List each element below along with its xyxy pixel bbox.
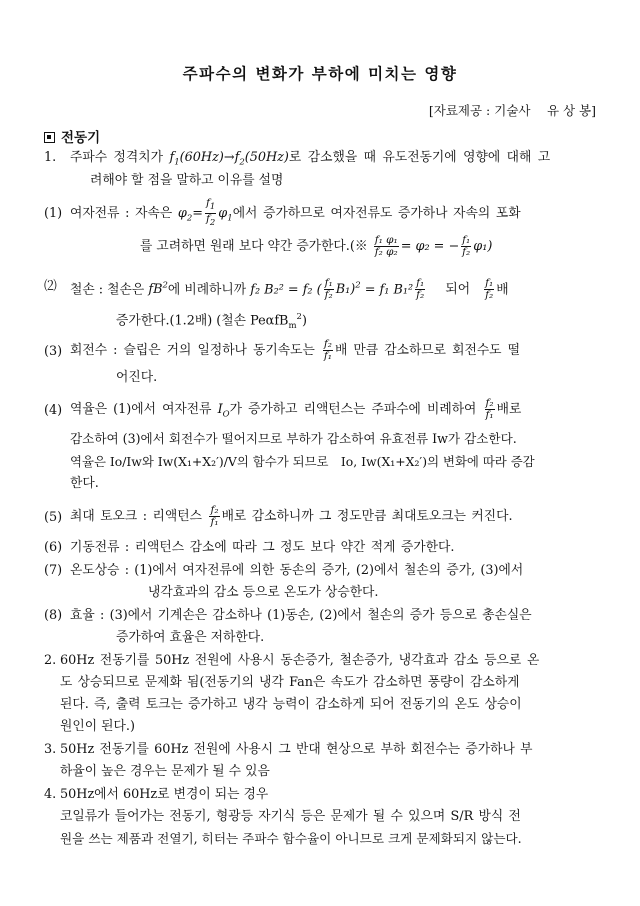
sub-7-line-1: 온도상승 : (1)에서 여자전류에 의한 동손의 증가, (2)에서 철손의 증가, (3)에서 <box>70 563 524 578</box>
fraction-f1-f2-a: $\frac{\text{f₁}}{\text{f₂}}$ <box>324 277 333 302</box>
sub-8-line-1: 효율 : (3)에서 기계손은 감소하나 (1)동손, (2)에서 철손의 증가 등으로 총손실은 <box>70 608 532 623</box>
phi1-symbol: $\varphi_1$ <box>218 206 233 224</box>
item-4-line-3: 원을 쓰는 제품과 전열기, 히터는 주파수 함수율이 아니므로 크게 문제화되지 않는다. <box>60 831 522 846</box>
item-3-line-2: 하율이 높은 경우는 문제가 될 수 있음 <box>60 764 270 779</box>
fraction-ref-2: $\frac{\text{f₁}}{\text{f₂}}$ <box>462 234 471 258</box>
item-3-line-1: 50Hz 전동기를 60Hz 전원에 사용시 그 반대 현상으로 부하 회전수는 증가하나 부 <box>60 742 533 757</box>
sub-7-line-2: 냉각효과의 감소 등으로 온도가 상승한다. <box>148 585 379 600</box>
sub-4-line-2: 감소하여 (3)에서 회전수가 떨어지므로 부하가 감소하여 유효전류 Iw가 감소한다. <box>70 431 517 446</box>
item-1-text-b: 로 감소했을 때 유도전동기에 영향에 대해 고 <box>288 150 551 165</box>
item-4-line-1: 50Hz에서 60Hz로 변경이 되는 경우 <box>60 787 269 802</box>
fraction-f2-f1-c: $\frac{\text{f₂}}{\text{f₁}}$ <box>210 504 219 528</box>
item-2-line-3: 된다. 즉, 출력 토크는 증가하고 냉각 능력이 감소하게 되어 전동기의 온도 상승이 <box>60 697 522 712</box>
sub-3-line-2: 어진다. <box>116 370 158 385</box>
sub-4-number: (4) <box>44 403 63 418</box>
sub-4-line-4: 한다. <box>70 476 99 491</box>
sub-4-line-3: 역율은 Io/Iw와 Iw(X₁+X₂′)/V의 함수가 되므로 Io, Iw(X₁+X₂′)의 변화에 따라 증감 <box>70 454 535 469</box>
item-1-line-1 <box>70 150 596 171</box>
sub-2-line-1: 철손 : 철손은 $fB^2$에 비례하니까 f₂ B₂² = f₂ ( $\frac{\text{f₁}}{\text{f₂}}$ B₁)$^2$ = f₁ B₁² $\frac{\text{f₁}}{\text{f₂}}$ 되어 $\frac{\text{f₁}}{\text{f₂}}$ 배 <box>70 277 509 302</box>
fraction-f1-f2-b: $\frac{\text{f₁}}{\text{f₂}}$ <box>416 277 425 302</box>
sub-5-line-1: 최대 토오크 : 리액턴스 $\frac{\text{f₂}}{\text{f₁}}$ 배로 감소하니까 그 정도만큼 최대토오크는 커진다. <box>70 504 513 528</box>
item-2-number: 2. <box>44 653 57 668</box>
square-bullet-icon <box>44 132 55 143</box>
sub-2-number: ⑵ <box>44 279 57 294</box>
sub-1-line-1: 여자전류 : 자속은 $\varphi_2=$ $\frac{f_1}{f_2}$ $\varphi_1$에서 증가하므로 여자전류도 증가하나 자속의 포화 <box>70 197 521 229</box>
sub-1-number: (1) <box>44 206 63 221</box>
item-1-line-2: 려해야 할 점을 말하고 이유를 설명 <box>90 173 284 188</box>
section-heading <box>44 126 100 146</box>
sub-3-line-1: 회전수 : 슬립은 거의 일정하나 동기속도는 $\frac{\text{f₂}}{\text{f₁}}$ 배 만큼 감소하므로 회전수도 떨 <box>70 338 520 362</box>
source-credit: [자료제공 : 기술사 유 상 봉] <box>428 103 596 118</box>
item-2-line-4: 원인이 된다.) <box>60 719 135 734</box>
phi2-symbol: $\varphi_2$ <box>177 206 193 224</box>
fraction-ref-1: $\frac{\text{f₁ φ₁}}{\text{f₂ φ₂}}$ <box>374 234 398 258</box>
sub-2-line-2: 증가한다.(1.2배) (철손 PeαfB$_m^2$) <box>116 312 307 331</box>
f2-symbol: $f_2(50Hz)$ <box>234 150 289 168</box>
sub-5-number: (5) <box>44 510 63 525</box>
sub-6-line-1: 기동전류 : 리액턴스 감소에 따라 그 정도 보다 약간 적게 증가한다. <box>70 540 455 555</box>
sub-8-line-2: 증가하여 효율은 저하한다. <box>116 630 265 645</box>
sub-3-number: (3) <box>44 344 63 359</box>
item-3-number: 3. <box>44 742 57 757</box>
item-2-line-2: 도 상승되므로 문제화 됨(전동기의 냉각 Fan은 속도가 감소하면 풍량이 감소하게 <box>60 675 520 690</box>
fraction-f1-f2-c: $\frac{\text{f₁}}{\text{f₂}}$ <box>485 277 494 302</box>
item-1-number: 1. <box>44 150 57 165</box>
sub-8-number: (8) <box>44 608 63 623</box>
fraction-f2-f1-b: $\frac{\text{f₂}}{\text{f₁}}$ <box>485 397 494 421</box>
sub-4-line-1: 역율은 (1)에서 여자전류 $I_O$가 증가하고 리액턴스는 주파수에 비례하여 $\frac{\text{f₂}}{\text{f₁}}$ 배로 <box>70 397 522 421</box>
f1-symbol: $f_1(60Hz)\to$ <box>169 150 235 168</box>
sub-6-number: (6) <box>44 540 63 555</box>
item-4-number: 4. <box>44 787 57 802</box>
fraction-f2-f1: $\frac{\text{f₂}}{\text{f₁}}$ <box>323 338 332 362</box>
sub-7-number: (7) <box>44 563 63 578</box>
item-1-text-a: 주파수 정격치가 <box>70 150 164 165</box>
fraction-f1-f2: $\frac{f_1}{f_2}$ <box>205 197 216 229</box>
sub-1-line-2: 를 고려하면 원래 보다 약간 증가한다.(※ $\frac{\text{f₁ φ₁}}{\text{f₂ φ₂}}$ = φ₂ = − $\frac{\text{f₁}}{\text{f₂}}$ φ₁) <box>140 234 493 258</box>
section-label: 전동기 <box>61 130 101 146</box>
item-4-line-2: 코일류가 들어가는 전동기, 형광등 자기식 등은 문제가 될 수 있으며 S/R 방식 전 <box>60 809 521 824</box>
page-title: 주파수의 변화가 부하에 미치는 영향 <box>182 64 458 83</box>
item-2-line-1: 60Hz 전동기를 50Hz 전원에 사용시 동손증가, 철손증가, 냉각효과 감소 등으로 온 <box>60 653 540 668</box>
